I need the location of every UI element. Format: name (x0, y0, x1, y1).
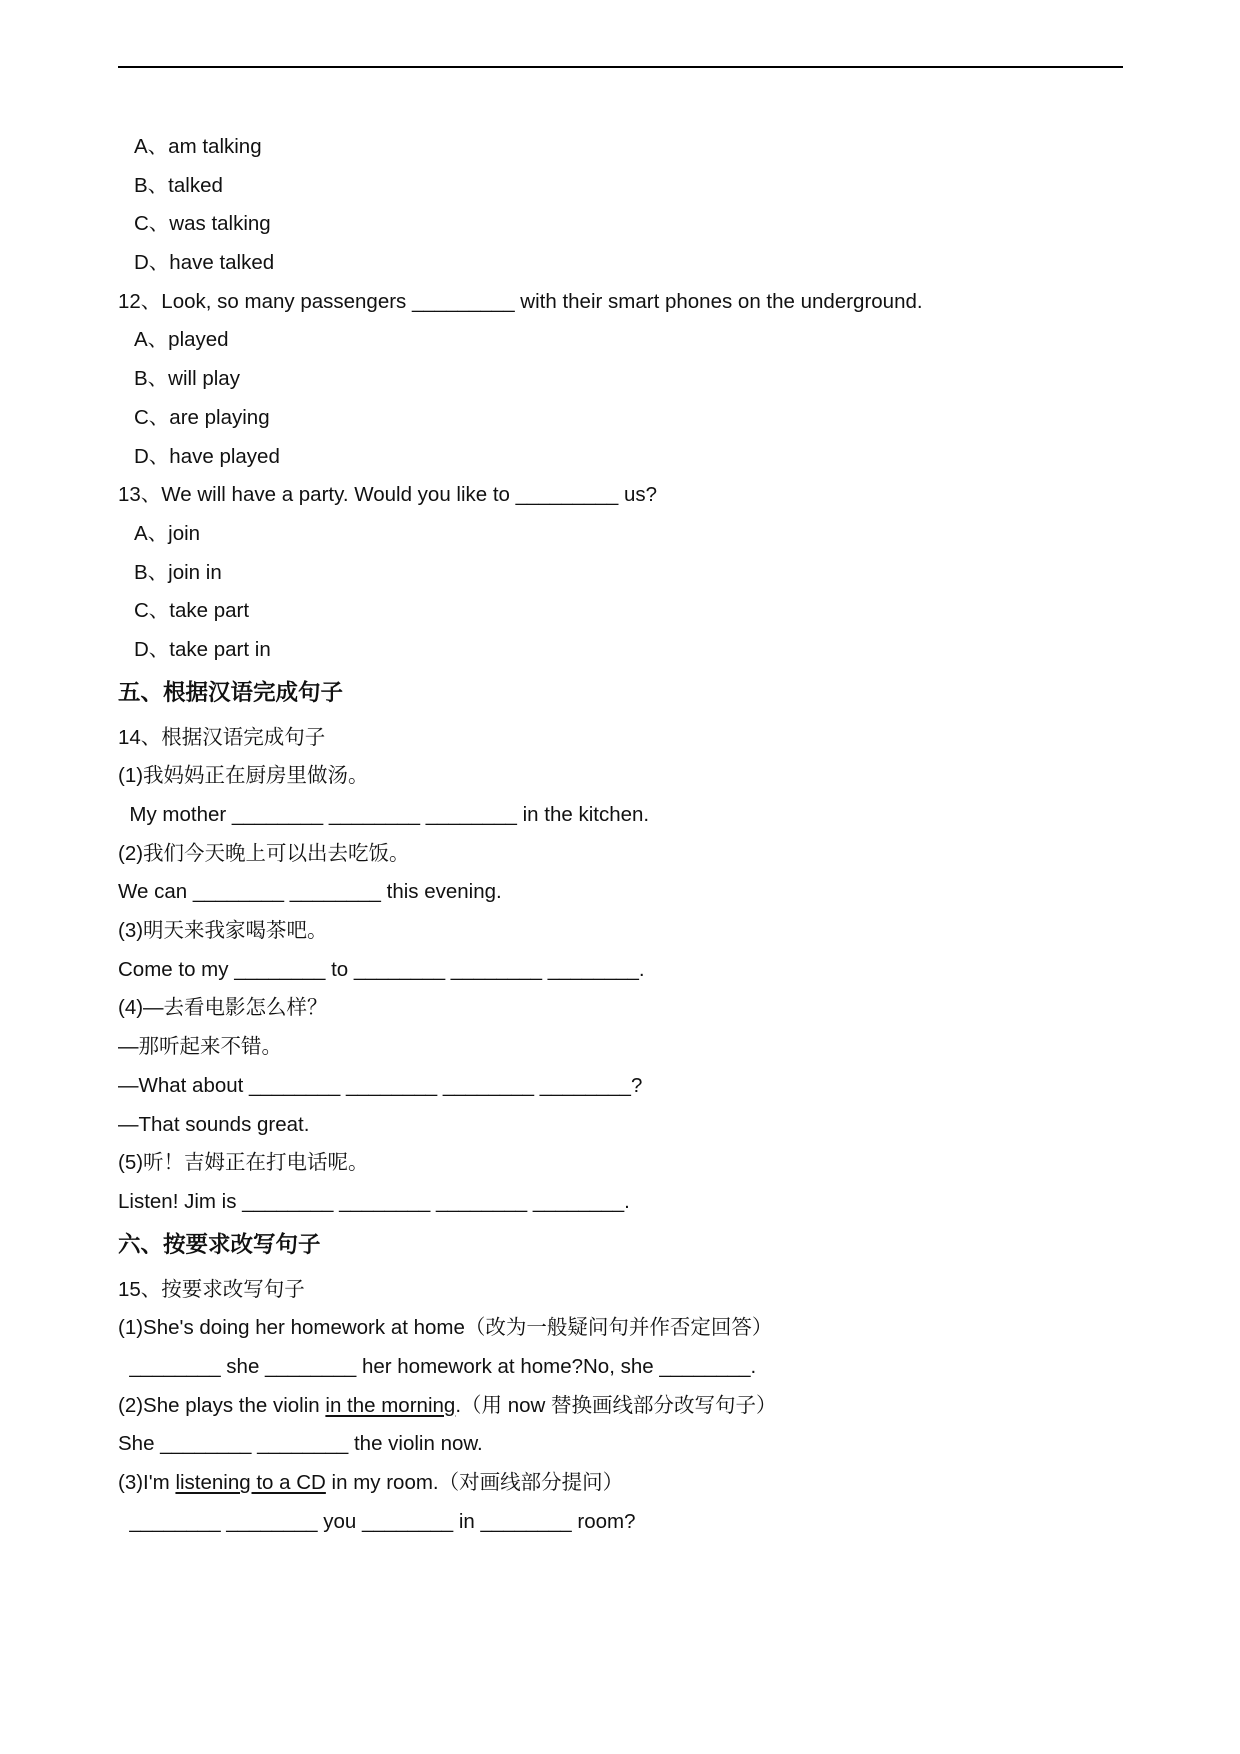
sentence-line: (4)—去看电影怎么样？ (118, 996, 328, 1020)
option-d: D、have played (134, 444, 280, 468)
option-d: D、have talked (134, 251, 275, 275)
header-rule (118, 66, 1123, 68)
sentence-line: —That sounds great. (118, 1112, 310, 1136)
answer-line-3: ________ ________ you ________ in ________ room? (118, 1509, 636, 1533)
option-c: C、take part (134, 599, 250, 623)
sentence-line: —What about ________ ________ ________ ________? (118, 1073, 643, 1097)
sentence-line: —那听起来不错。 (118, 1035, 282, 1059)
underlined-phrase: listening to a CD (175, 1471, 326, 1494)
option-b: B、will play (134, 367, 240, 391)
option-b: B、talked (134, 173, 223, 197)
answer-line-1: ________ she ________ her homework at home?No, she ________. (118, 1354, 757, 1378)
sentence-line: (3)明天来我家喝茶吧。 (118, 919, 328, 943)
sentence-line: (5)听！吉姆正在打电话呢。 (118, 1151, 369, 1175)
option-c: C、are playing (134, 405, 270, 429)
worksheet-content (118, 128, 1123, 1541)
sentence-line: Come to my ________ to ________ ________ ________. (118, 957, 645, 981)
answer-line-2: She ________ ________ the violin now. (118, 1432, 483, 1456)
question-15-title: 15、按要求改写句子 (118, 1277, 305, 1301)
option-b: B、join in (134, 560, 222, 584)
sentence-line: We can ________ ________ this evening. (118, 880, 502, 904)
question-12-stem: 12、Look, so many passengers _________ with their smart phones on the underground. (118, 289, 923, 313)
sentence-line: (2)我们今天晚上可以出去吃饭。 (118, 841, 410, 865)
section-5-heading: 五、根据汉语完成句子 (118, 679, 344, 706)
text-segment: in my room.（对画线部分提问） (325, 1471, 624, 1494)
question-13-stem: 13、We will have a party. Would you like to _________ us? (118, 483, 658, 507)
rewrite-line-2 (118, 1387, 1123, 1426)
text-segment: (2)She plays the violin (118, 1393, 326, 1417)
question-14-title: 14、根据汉语完成句子 (118, 725, 326, 749)
option-c: C、was talking (134, 212, 271, 236)
option-a: A、played (134, 328, 229, 352)
text-segment: .（用 now 替换画线部分改写句子） (455, 1393, 777, 1417)
sentence-line: (1)我妈妈正在厨房里做汤。 (118, 764, 369, 788)
text-segment: (3)I'm (118, 1471, 176, 1494)
underlined-phrase: in the morning (325, 1393, 456, 1417)
sentence-line: My mother ________ ________ ________ in the kitchen. (118, 803, 650, 826)
section-6-heading: 六、按要求改写句子 (118, 1231, 321, 1258)
sentence-line: Listen! Jim is ________ ________ ________ ________. (118, 1189, 630, 1213)
option-d: D、take part in (134, 637, 271, 661)
rewrite-line-3 (118, 1464, 1123, 1503)
rewrite-line-1: (1)She's doing her homework at home（改为一般疑问句并作否定回答） (118, 1316, 773, 1340)
option-a: A、am talking (134, 135, 262, 158)
option-a: A、join (134, 521, 201, 545)
